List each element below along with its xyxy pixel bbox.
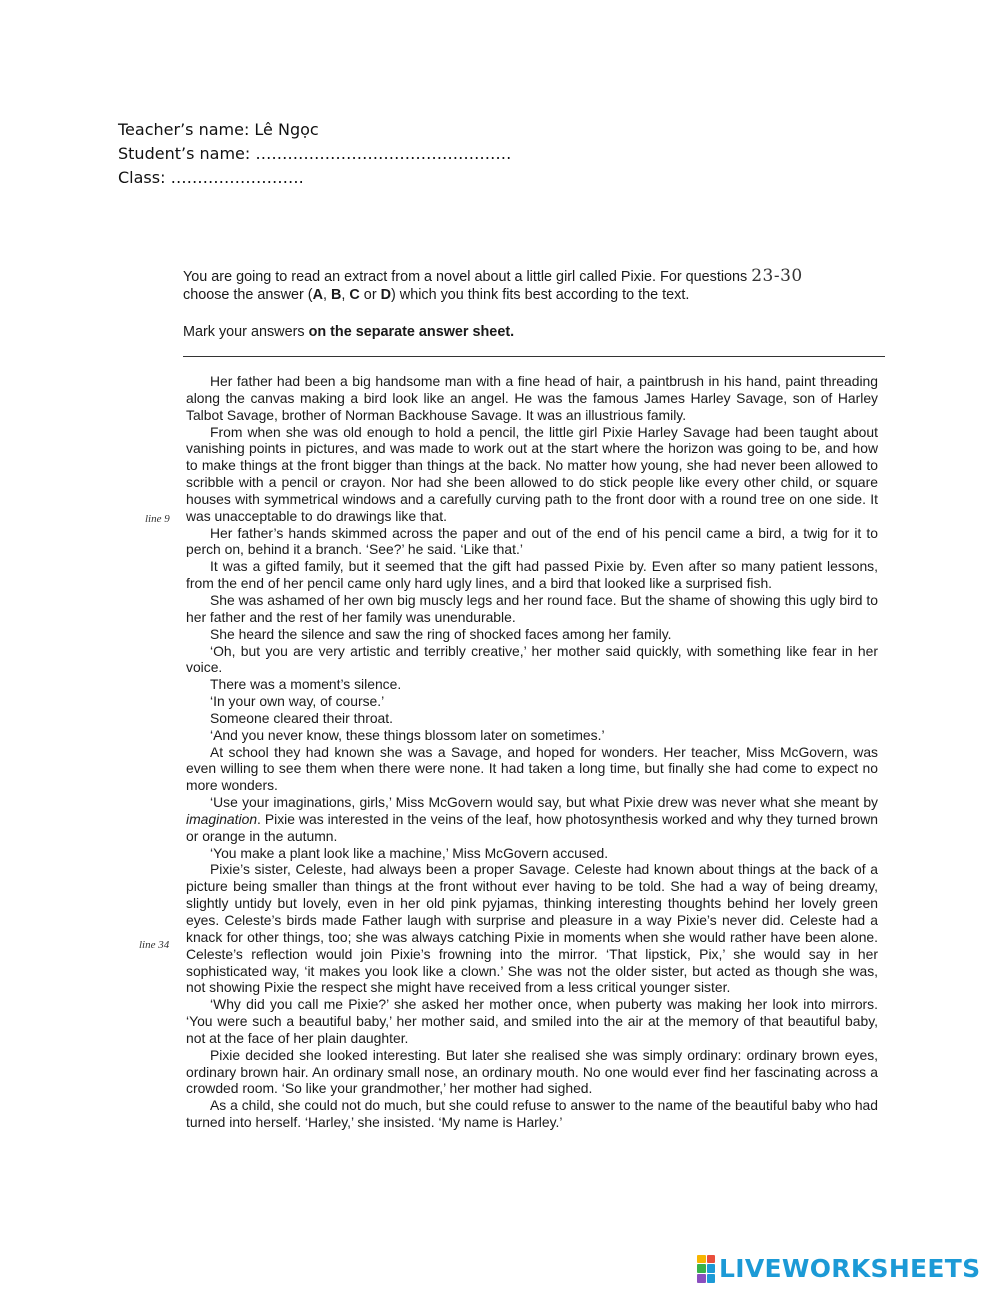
instructions-text-3: ) which you think fits best according to the text.: [391, 286, 690, 303]
student-name: Student’s name: …………………………………………: [118, 144, 512, 163]
line-9-marker: line 9: [145, 513, 170, 525]
paragraph: Pixie’s sister, Celeste, had always been a proper Savage. Celeste had known about things at the back of a picture being smaller than things at the front without ever having to be told. She had a way of being dreamy, slightly untidy but lovely, even in her old pink pyjamas, thinking interesting thoughts behind her lovely green eyes. Celeste’s birds made Father laugh with surprise and pleasure in a way Pixie’s never did. Celeste had a knack for other things, too; she was always catching Pixie in moments when she would rather have been alone. Celeste’s reflection would join Pixie’s frowning into the mirror. ‘That lipstick, Pix,’ she would say in her sophisticated way, ‘it makes you look like a clown.’ She was not the older sister, but acted as though she was, not showing Pixie the respect she might have received from a less critical younger sister.: [186, 861, 878, 996]
instructions-text-2: choose the answer (: [183, 286, 313, 303]
paragraph: She heard the silence and saw the ring of shocked faces among her family.: [210, 625, 672, 642]
task-instructions: [183, 268, 895, 304]
divider-line: [183, 356, 885, 357]
instructions-text: You are going to read an extract from a novel about a little girl called Pixie. For questions: [183, 269, 752, 285]
paragraph: [186, 794, 878, 845]
answer-sheet-note: on the separate answer sheet.: [308, 324, 515, 340]
question-range: 23-30: [751, 266, 803, 286]
paragraph: Someone cleared their throat.: [210, 709, 393, 726]
class-line: Class: …………………….: [118, 168, 304, 187]
paragraph: At school they had known she was a Savage, and hoped for wonders. Her teacher, Miss McGovern, was even willing to see them when there were none. It had taken a long time, but finally she had come to expect no more wonders.: [186, 743, 878, 794]
paragraph: ‘Why did you call me Pixie?’ she asked her mother once, when puberty was making her look into mirrors. ‘You were such a beautiful baby,’ her mother said, and smiled into the air at the memory of that beautiful baby, not at the face of her plain daughter.: [186, 996, 878, 1046]
option-sep-2: ,: [341, 286, 350, 303]
line-34-marker: line 34: [139, 939, 170, 951]
paragraph: Her father had been a big handsome man with a fine head of hair, a paintbrush in his hand, paint threading along the canvas making a bird look like an angel. He was the famous James Harley Savage, son of Harley Talbot Savage, brother of Norman Backhouse Savage. It was an illustrious family.: [186, 373, 878, 423]
option-c: C: [349, 286, 360, 303]
mark-text: Mark your answers: [183, 324, 309, 340]
option-b: B: [331, 286, 342, 303]
paragraph: There was a moment’s silence.: [210, 676, 402, 693]
paragraph: ‘Oh, but you are very artistic and terribly creative,’ her mother said quickly, with something like fear in her voice.: [186, 642, 878, 676]
option-d: D: [380, 286, 392, 303]
option-a: A: [312, 286, 323, 303]
italic-word: imagination: [186, 810, 258, 827]
mark-answers-note: [183, 324, 514, 340]
paragraph: ‘You make a plant look like a machine,’ Miss McGovern accused.: [210, 844, 609, 861]
option-or: or: [359, 286, 381, 303]
paragraph: ‘In your own way, of course.’: [210, 693, 385, 710]
paragraph: Pixie decided she looked interesting. But later she realised she was simply ordinary: ordinary brown eyes, ordinary brown hair. An ordinary small nose, an ordinary mouth. No one would ever find her fascinating across a crowded room. ‘So like your grandmother,’ her mother had sighed.: [186, 1046, 878, 1097]
paragraph: ‘And you never know, these things blossom later on sometimes.’: [210, 726, 605, 743]
logo-text: LIVEWORKSHEETS: [719, 1254, 981, 1283]
paragraph-text: . Pixie was interested in the veins of the leaf, how photosynthesis worked and why they turned brown or orange in the autumn.: [186, 810, 878, 844]
liveworksheets-logo[interactable]: [697, 1254, 980, 1283]
paragraph: From when she was old enough to hold a pencil, the little girl Pixie Harley Savage had been taught about vanishing points in pictures, and was made to work out at the start where the horizon was going to be, and how to make things at the front bigger than things at the back. No matter how young, she had never been allowed to scribble with a pencil or crayon. Nor had she been allowed to do stick people like every other child, or square houses with symmetrical windows and a carefully curving path to the front door with a round tree on one side. It was unacceptable to do drawings like that.: [186, 423, 878, 524]
worksheet-header: [118, 118, 511, 190]
paragraph: As a child, she could not do much, but she could refuse to answer to the name of the beautiful baby who had turned into herself. ‘Harley,’ she insisted. ‘My name is Harley.’: [186, 1097, 878, 1131]
paragraph: She was ashamed of her own big muscly legs and her round face. But the shame of showing this ugly bird to her father and the rest of her family was unendurable.: [186, 591, 878, 625]
liveworksheets-logo-icon: [697, 1255, 715, 1283]
paragraph: It was a gifted family, but it seemed that the gift had passed Pixie by. Even after so many patient lessons, from the end of her pencil came only hard ugly lines, and a bird that looked like a surprised fish.: [186, 558, 878, 592]
paragraph: Her father’s hands skimmed across the paper and out of the end of his pencil came a bird, a twig for it to perch on, behind it a branch. ‘See?’ he said. ‘Like that.’: [186, 524, 878, 558]
option-sep-1: ,: [323, 286, 331, 303]
teacher-name: Teacher’s name: Lê Ngọc: [118, 120, 319, 139]
paragraph-text: ‘Use your imaginations, girls,’ Miss McGovern would say, but what Pixie drew was never what she meant by: [210, 794, 878, 811]
reading-passage: [186, 373, 878, 1131]
